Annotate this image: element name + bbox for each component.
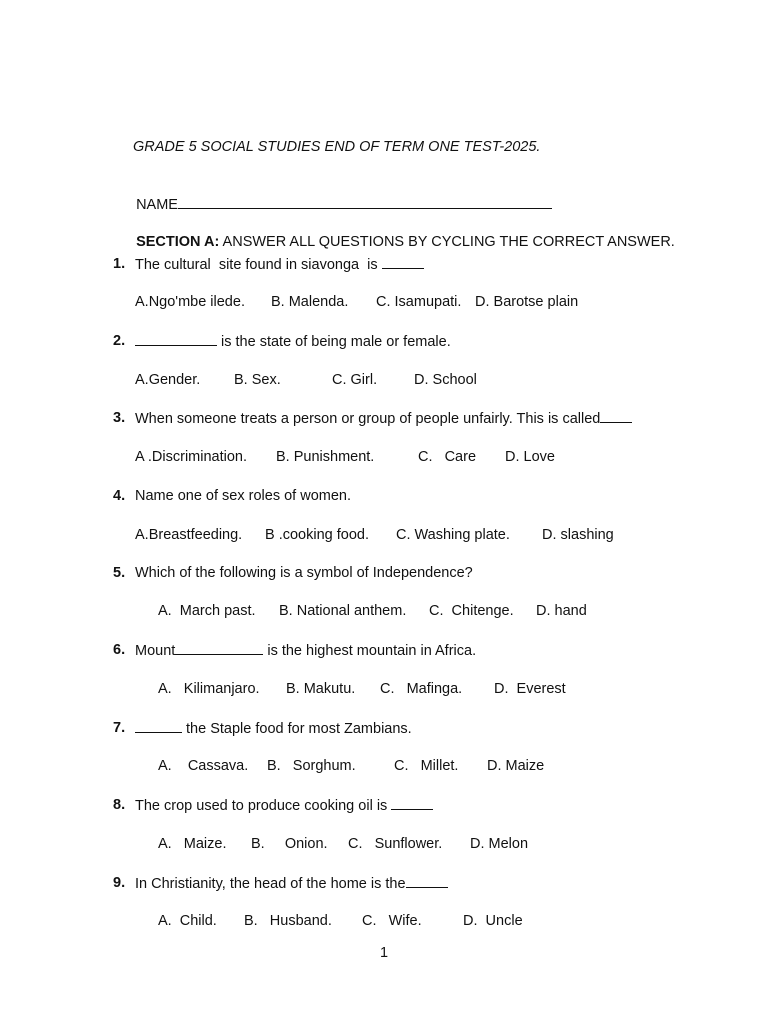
question-text: The cultural site found in siavonga is [135, 255, 424, 274]
question-text: Mount is the highest mountain in Africa. [135, 643, 477, 659]
question-number: 4. [113, 488, 126, 504]
question-number: 1. [113, 256, 126, 272]
option-c: C. Chitenge. [429, 603, 514, 619]
option-b: B. Makutu. [286, 681, 356, 697]
question-options [135, 371, 655, 389]
option-a: A. Maize. [158, 836, 227, 852]
option-c: C. Washing plate. [396, 527, 510, 543]
test-title: GRADE 5 SOCIAL STUDIES END OF TERM ONE TEST-2025. [133, 139, 541, 155]
option-a: A.Gender. [135, 372, 201, 388]
question-number: 3. [113, 410, 126, 426]
option-a: A.Breastfeeding. [135, 527, 243, 543]
option-d: D. Everest [494, 681, 566, 697]
option-a: A.Ngo'mbe ilede. [135, 294, 245, 310]
name-label: NAME [136, 197, 178, 213]
option-a: A. Cassava. [158, 758, 249, 774]
question-number: 8. [113, 797, 126, 813]
option-d: D. Uncle [463, 913, 523, 929]
option-d: D. School [414, 372, 477, 388]
question-number: 9. [113, 875, 126, 891]
name-field [128, 177, 552, 214]
option-c: C. Millet. [394, 758, 459, 774]
option-b: B. National anthem. [279, 603, 407, 619]
option-b: B. Onion. [251, 836, 328, 852]
option-a: A .Discrimination. [135, 449, 248, 465]
option-b: B. Malenda. [271, 294, 349, 310]
section-label: SECTION A: [136, 234, 220, 250]
option-c: C. Girl. [332, 372, 378, 388]
question-text: is the state of being male or female. [135, 332, 451, 351]
option-b: B. Punishment. [276, 449, 375, 465]
option-a: A. Child. [158, 913, 217, 929]
option-a: A. Kilimanjaro. [158, 681, 260, 697]
question-options [158, 757, 658, 775]
option-c: C. Mafinga. [380, 681, 463, 697]
option-b: B .cooking food. [265, 527, 369, 543]
question-number: 5. [113, 565, 126, 581]
question-number: 2. [113, 333, 126, 349]
answer-blank [135, 719, 182, 733]
option-b: B. Sorghum. [267, 758, 356, 774]
answer-blank [175, 641, 263, 655]
question-options [135, 448, 655, 466]
option-d: D. Love [505, 449, 555, 465]
question-number: 6. [113, 642, 126, 658]
question-text: In Christianity, the head of the home is the [135, 874, 448, 893]
question-number: 7. [113, 720, 126, 736]
question-text: Which of the following is a symbol of Independence? [135, 565, 473, 581]
answer-blank [600, 409, 632, 423]
section-instruction: ANSWER ALL QUESTIONS BY CYCLING THE CORRECT ANSWER. [222, 234, 675, 250]
question-options [158, 835, 658, 853]
option-d: D. hand [536, 603, 587, 619]
section-heading [128, 215, 675, 251]
option-d: D. Barotse plain [475, 294, 579, 310]
question-text: Name one of sex roles of women. [135, 488, 351, 504]
option-c: C. Wife. [362, 913, 422, 929]
question-text: the Staple food for most Zambians. [135, 719, 412, 738]
option-c: C. Isamupati. [376, 294, 462, 310]
answer-blank [391, 796, 433, 810]
option-c: C. Sunflower. [348, 836, 443, 852]
answer-blank [382, 255, 424, 269]
option-b: B. Sex. [234, 372, 281, 388]
option-d: D. slashing [542, 527, 614, 543]
option-d: D. Maize [487, 758, 545, 774]
question-text: When someone treats a person or group of people unfairly. This is called [135, 409, 632, 428]
question-text: The crop used to produce cooking oil is [135, 796, 433, 815]
question-options [158, 680, 658, 698]
answer-blank [135, 332, 217, 346]
question-options [135, 526, 655, 544]
question-options [158, 602, 658, 620]
question-options [135, 293, 655, 311]
option-b: B. Husband. [244, 913, 332, 929]
name-blank-line [178, 195, 552, 209]
question-options [158, 912, 658, 930]
answer-blank [406, 874, 448, 888]
option-d: D. Melon [470, 836, 529, 852]
option-a: A. March past. [158, 603, 256, 619]
page-number: 1 [380, 945, 389, 961]
option-c: C. Care [418, 449, 477, 465]
